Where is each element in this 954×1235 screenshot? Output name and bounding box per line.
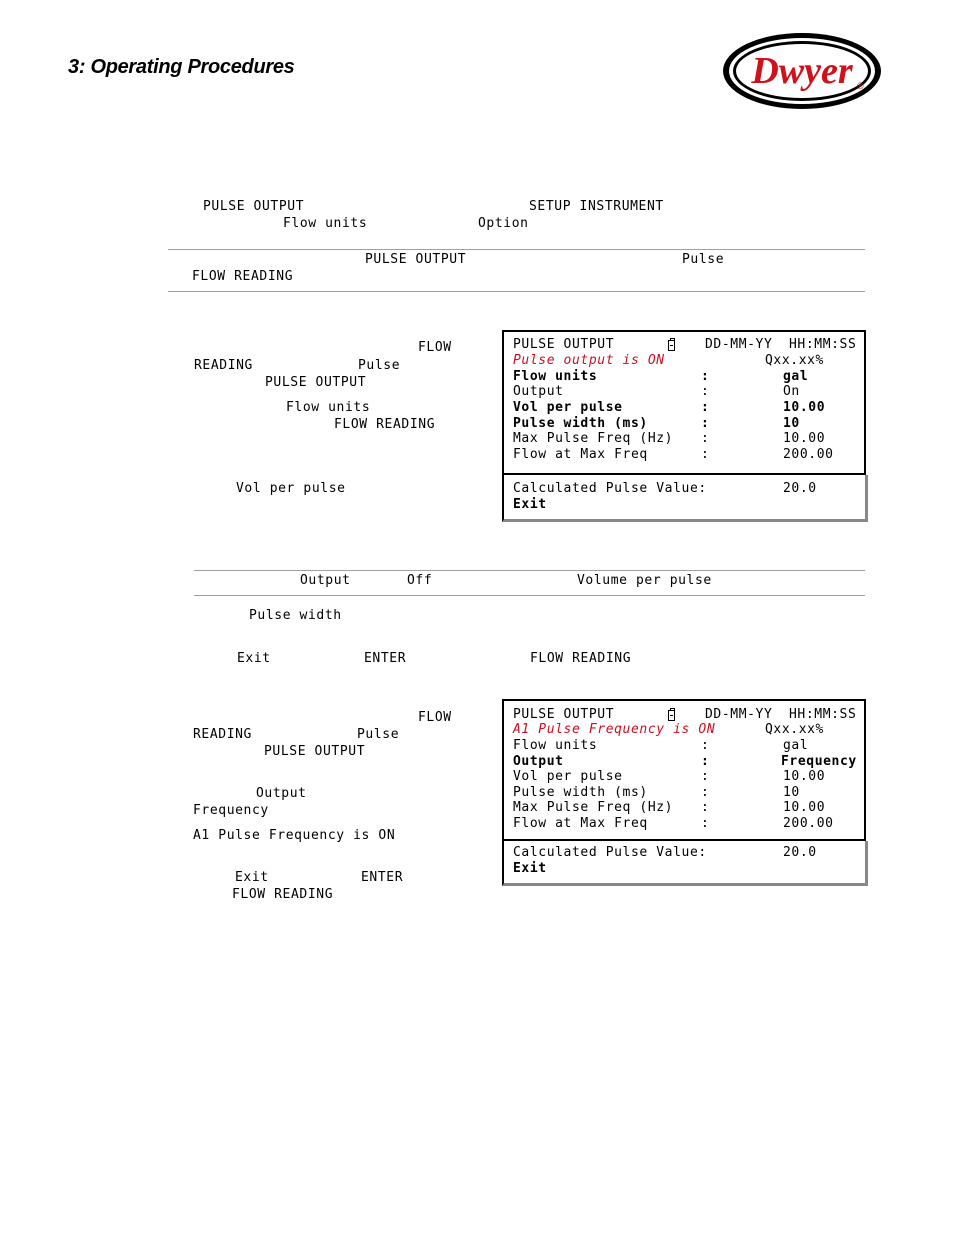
screen2-row-pulse-width[interactable]: Pulse width (ms) : 10: [513, 785, 800, 800]
screen1-title: PULSE OUTPUT: [513, 337, 615, 352]
step2-output: Output: [256, 786, 307, 801]
logo-text: Dwyer: [751, 50, 853, 92]
note2-output: Output: [300, 573, 351, 588]
step1b-exit: Exit: [237, 651, 271, 666]
intro-option: Option: [478, 216, 529, 231]
screen2-title: PULSE OUTPUT: [513, 707, 615, 722]
step1-flow: FLOW: [418, 340, 452, 355]
step1b-enter: ENTER: [364, 651, 407, 666]
screen2-row-max-pulse-freq[interactable]: Max Pulse Freq (Hz) : 10.00: [513, 800, 826, 815]
screen2-status: A1 Pulse Frequency is ON: [513, 722, 716, 737]
pulse-output-screen-2-footer: [502, 841, 868, 886]
note1-flow-reading: FLOW READING: [192, 269, 294, 284]
step2-frequency: Frequency: [193, 803, 269, 818]
intro-flow-units: Flow units: [283, 216, 368, 231]
battery-icon: [668, 340, 675, 351]
note2-volume-per-pulse: Volume per pulse: [577, 573, 712, 588]
screen1-status: Pulse output is ON: [513, 353, 665, 368]
note2-off: Off: [407, 573, 433, 588]
pulse-output-screen-1: [502, 330, 866, 475]
step1-pulse-output: PULSE OUTPUT: [265, 375, 367, 390]
step1-flow-reading: FLOW READING: [334, 417, 436, 432]
logo-registered-mark: ®: [857, 81, 864, 91]
screen1-time: HH:MM:SS: [789, 337, 857, 352]
note1-pulse-output: PULSE OUTPUT: [365, 252, 467, 267]
pulse-output-screen-1-footer: [502, 475, 868, 522]
battery-icon: [668, 710, 675, 721]
step2-flow: FLOW: [418, 710, 452, 725]
step2-enter: ENTER: [361, 870, 404, 885]
note2-top-rule: [194, 570, 865, 571]
screen2-calc-label: Calculated Pulse Value:: [513, 845, 707, 860]
screen1-exit[interactable]: Exit: [513, 497, 547, 512]
screen1-calc-value: 20.0: [783, 481, 817, 496]
step2-pulse: Pulse: [357, 727, 400, 742]
screen1-row-output[interactable]: Output : On: [513, 384, 800, 399]
screen1-row-max-pulse-freq[interactable]: Max Pulse Freq (Hz) : 10.00: [513, 431, 826, 446]
step2-status: A1 Pulse Frequency is ON: [193, 828, 396, 843]
section-title: 3: Operating Procedures: [68, 56, 295, 78]
step2-pulse-output: PULSE OUTPUT: [264, 744, 366, 759]
note2-bottom-rule: [194, 595, 865, 596]
step2-exit: Exit: [235, 870, 269, 885]
pulse-output-screen-2: [502, 699, 866, 841]
intro-setup-instrument: SETUP INSTRUMENT: [529, 199, 664, 214]
step2-flow-reading: FLOW READING: [232, 887, 334, 902]
screen2-q-value: Qxx.xx%: [765, 722, 824, 737]
screen2-exit[interactable]: Exit: [513, 861, 547, 876]
step1b-flow-reading: FLOW READING: [530, 651, 632, 666]
step1-flow-units: Flow units: [286, 400, 371, 415]
dwyer-logo: [720, 30, 884, 112]
step1-vol-per-pulse: Vol per pulse: [236, 481, 346, 496]
screen1-row-flow-units[interactable]: Flow units : gal: [513, 369, 809, 384]
screen1-row-flow-at-max-freq[interactable]: Flow at Max Freq : 200.00: [513, 447, 834, 462]
screen1-calc-label: Calculated Pulse Value:: [513, 481, 707, 496]
screen2-row-flow-units[interactable]: Flow units : gal: [513, 738, 809, 753]
screen2-row-vol-per-pulse[interactable]: Vol per pulse : 10.00: [513, 769, 826, 784]
note1-pulse: Pulse: [682, 252, 725, 267]
intro-pulse-output: PULSE OUTPUT: [203, 199, 305, 214]
screen2-row-output[interactable]: Output : Frequency: [513, 754, 857, 769]
screen1-q-value: Qxx.xx%: [765, 353, 824, 368]
screen2-row-flow-at-max-freq[interactable]: Flow at Max Freq : 200.00: [513, 816, 834, 831]
screen1-date: DD-MM-YY: [705, 337, 773, 352]
screen2-calc-value: 20.0: [783, 845, 817, 860]
note1-bottom-rule: [168, 291, 865, 292]
screen2-time: HH:MM:SS: [789, 707, 857, 722]
screen1-row-vol-per-pulse[interactable]: Vol per pulse : 10.00: [513, 400, 826, 415]
note1-top-rule: [168, 249, 865, 250]
step1-reading: READING: [194, 358, 253, 373]
step2-reading: READING: [193, 727, 252, 742]
step1b-pulse-width: Pulse width: [249, 608, 342, 623]
dwyer-logo-icon: [720, 30, 884, 112]
screen2-date: DD-MM-YY: [705, 707, 773, 722]
step1-pulse: Pulse: [358, 358, 401, 373]
screen1-row-pulse-width[interactable]: Pulse width (ms) : 10: [513, 416, 800, 431]
